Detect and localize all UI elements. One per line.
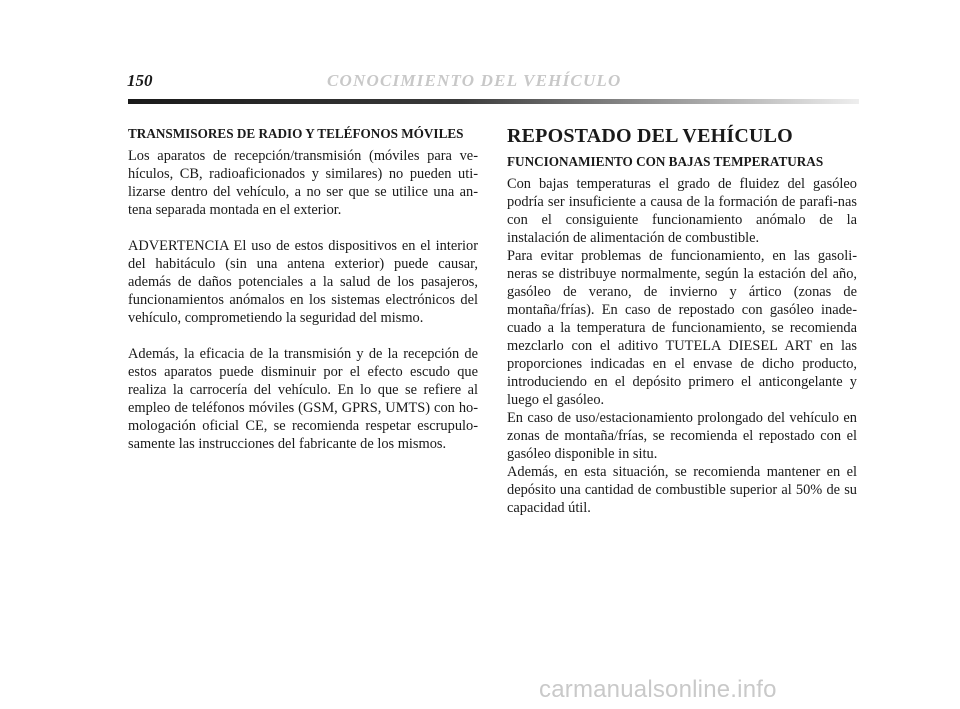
paragraph: En caso de uso/estacionamiento prolongado del vehículo en zonas de montaña/frías, se recomienda el repostado con el gasóleo disponible in situ. [507, 410, 857, 462]
running-title: CONOCIMIENTO DEL VEHÍCULO [327, 71, 622, 90]
page-number: 150 [127, 71, 153, 90]
section-heading-radio: TRANSMISORES DE RADIO Y TELÉFONOS MÓVILES [128, 126, 464, 141]
subheading-low-temperatures: FUNCIONAMIENTO CON BAJAS TEMPERATURAS [507, 154, 824, 169]
paragraph: Con bajas temperaturas el grado de fluidez del gasóleo podría ser insuficiente a causa de la formación de parafi-nas con el consiguiente funcionamiento anómalo de la instalación de alimentación de combustible. [507, 176, 857, 246]
section-title-refuelling: REPOSTADO DEL VEHÍCULO [507, 125, 793, 147]
paragraph: Además, la eficacia de la transmisión y de la recepción de estos aparatos puede disminuir por el efecto escudo que realiza la carrocería del vehículo. En lo que se refiere al empleo de teléfonos móviles (GSM, GPRS, UMTS) con ho-mologación oficial CE, se recomienda respetar escrupulo-samente las instrucciones del fabricante de los mismos. [128, 346, 478, 452]
warning-paragraph: ADVERTENCIA El uso de estos dispositivos en el interior del habitáculo (sin una antena exterior) puede causar, además de daños potenciales a la salud de los pasajeros, funcionamientos anómalos en los sistemas electrónicos del vehículo, comprometiendo la seguridad del mismo. [128, 238, 478, 326]
paragraph: Además, en esta situación, se recomienda mantener en el depósito una cantidad de combustible superior al 50% de su capacidad útil. [507, 464, 857, 516]
watermark: carmanualsonline.info [539, 676, 777, 703]
paragraph: Para evitar problemas de funcionamiento, en las gasoli-neras se distribuye normalmente, según la estación del año, gasóleo de verano, de invierno y ártico (zonas de montaña/frías). En caso de repostado con gasóleo inade-cuado a la temperatura de funcionamiento, se recomienda mezclarlo con el aditivo TUTELA DIESEL ART en las proporciones indicadas en el envase de dicho producto, introduciendo en el depósito primero el anticongelante y luego el gasóleo. [507, 248, 857, 408]
paragraph: Los aparatos de recepción/transmisión (móviles para ve-hículos, CB, radioaficionados y similares) no pueden uti-lizarse dentro del vehículo, a no ser que se utilice una an-tena separada montada en el exterior. [128, 148, 478, 218]
right-column [507, 124, 857, 517]
left-column [128, 126, 478, 453]
header-rule [128, 99, 859, 104]
